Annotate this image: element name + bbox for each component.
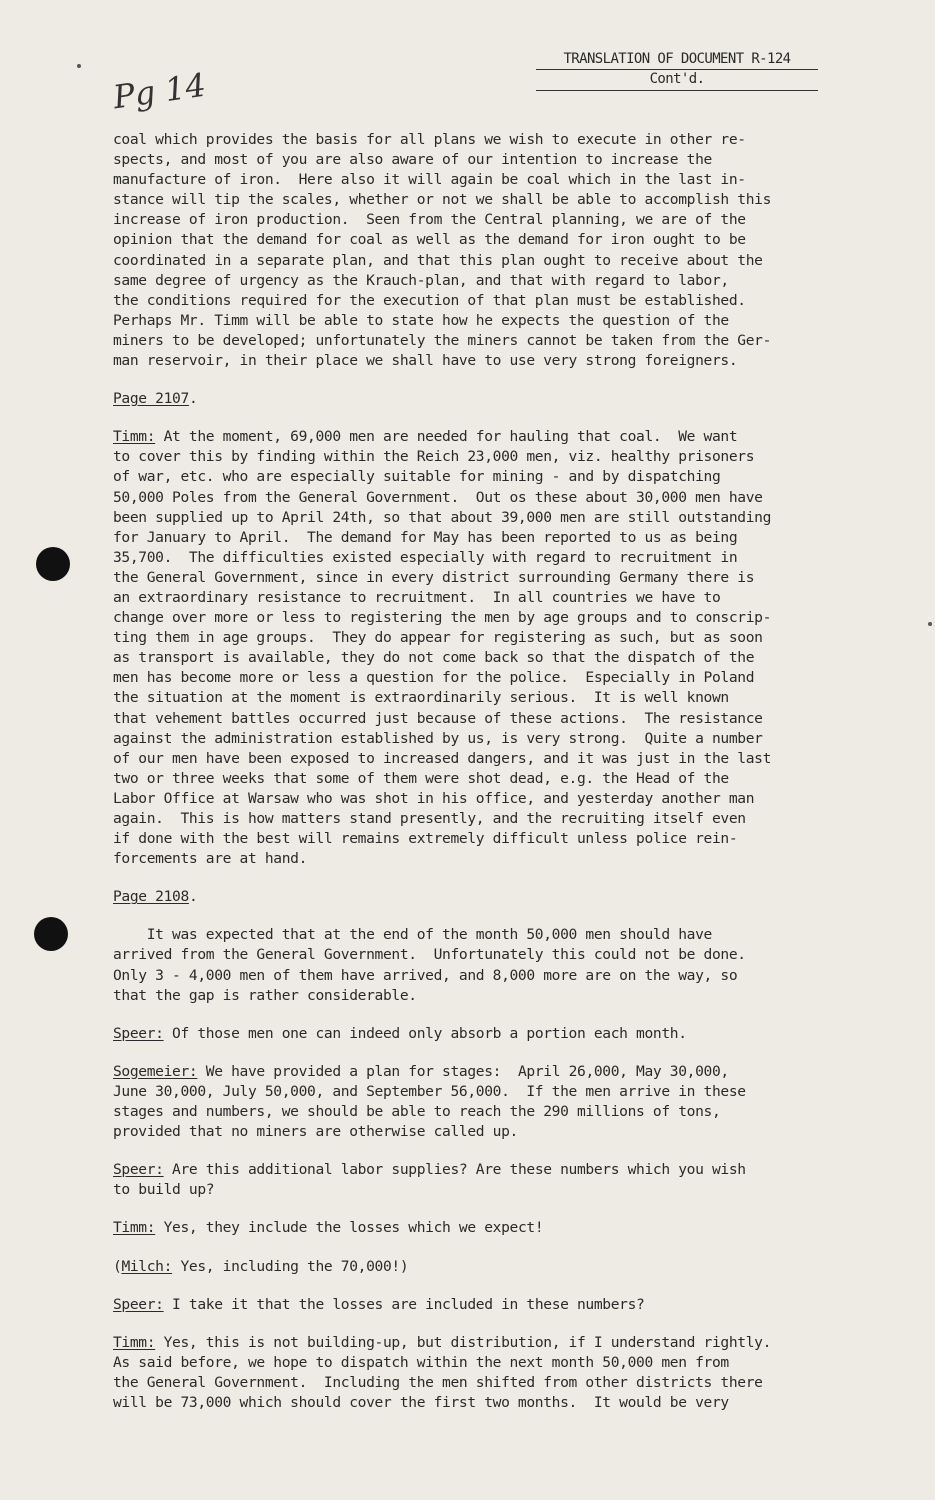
text-line: miners to be developed; unfortunately the miners cannot be taken from the Ger- [113, 331, 772, 349]
speck-mark [928, 622, 932, 626]
text-line: ting them in age groups. They do appear for registering as such, but as soon [113, 629, 763, 647]
speaker-milch: Milch: [121, 1257, 173, 1275]
translation-header [536, 50, 818, 91]
paragraph-coal-iron [113, 130, 873, 371]
text-line: stance will tip the scales, whether or not we shall be able to accomplish this [113, 191, 772, 209]
text-line: the conditions required for the execution of that plan must be established. [113, 291, 746, 309]
text-line: that vehement battles occurred just because of these actions. The resistance [113, 709, 763, 727]
text-line: Labor Office at Warsaw who was shot in his office, and yesterday another man [113, 789, 755, 807]
text-line: men has become more or less a question for the police. Especially in Poland [113, 669, 755, 687]
text-line: Of those men one can indeed only absorb a portion each month. [163, 1024, 687, 1042]
text-line: arrived from the General Government. Unfortunately this could not be done. [113, 946, 746, 964]
text-line: Perhaps Mr. Timm will be able to state how he expects the question of the [113, 311, 729, 329]
speaker-speer: Speer: [113, 1295, 164, 1313]
text-line: as transport is available, they do not come back so that the dispatch of the [113, 649, 755, 667]
paragraph-expected-arrivals [113, 925, 873, 1005]
text-line: Yes, including the 70,000!) [172, 1257, 409, 1275]
text-line: coordinated in a separate plan, and that this plan ought to receive about the [113, 251, 763, 269]
text-line: the General Government, since in every district surrounding Germany there is [113, 568, 755, 586]
speer-statement-1 [113, 1024, 873, 1044]
punch-hole-top [36, 547, 70, 581]
text-line: provided that no miners are otherwise called up. [113, 1123, 518, 1141]
text-line: the General Government. Including the men shifted from other districts there [113, 1373, 763, 1391]
text-line: an extraordinary resistance to recruitment. In all countries we have to [113, 588, 721, 606]
header-title: TRANSLATION OF DOCUMENT R-124 [536, 50, 818, 70]
page-reference-2108: Page 2108. [113, 888, 198, 906]
page-reference-2107: Page 2107. [113, 390, 198, 408]
text-line: change over more or less to registering the men by age groups and to conscrip- [113, 609, 772, 627]
text-line: Yes, they include the losses which we expect! [155, 1219, 544, 1237]
text-line: forcements are at hand. [113, 850, 308, 868]
page-ref-text: Page 2107 [113, 390, 189, 408]
text-line: June 30,000, July 50,000, and September 56,000. If the men arrive in these [113, 1082, 746, 1100]
text-line: again. This is how matters stand presently, and the recruiting itself even [113, 810, 746, 827]
text-line: been supplied up to April 24th, so that about 39,000 men are still outstanding [113, 508, 772, 526]
text-line: Only 3 - 4,000 men of them have arrived, and 8,000 more are on the way, so [113, 966, 738, 984]
speaker-timm: Timm: [113, 1219, 156, 1237]
text-line: manufacture of iron. Here also it will again be coal which in the last in- [113, 171, 746, 189]
timm-statement-1 [113, 427, 873, 869]
open-paren: ( [113, 1257, 122, 1275]
sogemeier-statement [113, 1062, 873, 1142]
text-line: We have provided a plan for stages: April 26,000, May 30,000, [197, 1062, 729, 1080]
text-line: As said before, we hope to dispatch within the next month 50,000 men from [113, 1353, 729, 1371]
text-line: for January to April. The demand for May has been reported to us as being [113, 528, 738, 546]
text-line: At the moment, 69,000 men are needed for hauling that coal. We want [155, 428, 738, 446]
text-line: spects, and most of you are also aware of our intention to increase the [113, 151, 712, 169]
text-line: 35,700. The difficulties existed especially with regard to recruitment in [113, 548, 738, 566]
text-line: stages and numbers, we should be able to reach the 290 millions of tons, [113, 1103, 721, 1121]
text-line: of war, etc. who are especially suitable for mining - and by dispatching [113, 468, 721, 486]
speaker-speer: Speer: [113, 1161, 164, 1179]
document-body [113, 130, 873, 1413]
text-line: that the gap is rather considerable. [113, 986, 417, 1004]
text-line: I take it that the losses are included in these numbers? [163, 1295, 645, 1313]
speaker-sogemeier: Sogemeier: [113, 1062, 198, 1080]
text-line: to cover this by finding within the Reich 23,000 men, viz. healthy prisoners [113, 448, 755, 466]
header-contd: Cont'd. [536, 70, 818, 91]
text-line: against the administration established by us, is very strong. Quite a number [113, 729, 763, 747]
timm-statement-2 [113, 1218, 873, 1238]
text-line: will be 73,000 which should cover the first two months. It would be very [113, 1393, 729, 1411]
text-line: two or three weeks that some of them were shot dead, e.g. the Head of the [113, 769, 729, 787]
speer-statement-2 [113, 1160, 873, 1200]
text-line: of our men have been exposed to increased dangers, and it was just in the last [113, 749, 772, 767]
punch-hole-bottom [34, 917, 68, 951]
text-line: to build up? [113, 1181, 215, 1199]
speaker-timm: Timm: [113, 1333, 156, 1351]
text-line: the situation at the moment is extraordinarily serious. It is well known [113, 689, 729, 707]
speaker-speer: Speer: [113, 1024, 164, 1042]
text-line: increase of iron production. Seen from the Central planning, we are of the [113, 211, 746, 229]
text-line: It was expected that at the end of the month 50,000 men should have [113, 926, 712, 944]
text-line: opinion that the demand for coal as well as the demand for iron ought to be [113, 231, 746, 249]
text-line: same degree of urgency as the Krauch-plan, and that with regard to labor, [113, 271, 729, 289]
page-ref-text: Page 2108 [113, 888, 189, 906]
text-line: Are this additional labor supplies? Are these numbers which you wish [163, 1161, 746, 1179]
timm-statement-3 [113, 1333, 873, 1413]
speck-mark [77, 64, 81, 68]
text-line: coal which provides the basis for all plans we wish to execute in other re- [113, 131, 746, 148]
speer-statement-3 [113, 1295, 873, 1315]
speaker-timm: Timm: [113, 428, 156, 446]
text-line: man reservoir, in their place we shall have to use very strong foreigners. [113, 352, 738, 370]
milch-statement [113, 1257, 873, 1277]
handwritten-page-note: Pg 14 [110, 65, 209, 117]
text-line: if done with the best will remains extremely difficult unless police rein- [113, 830, 738, 848]
text-line: Yes, this is not building-up, but distribution, if I understand rightly. [155, 1333, 772, 1351]
text-line: 50,000 Poles from the General Government. Out os these about 30,000 men have [113, 488, 763, 506]
